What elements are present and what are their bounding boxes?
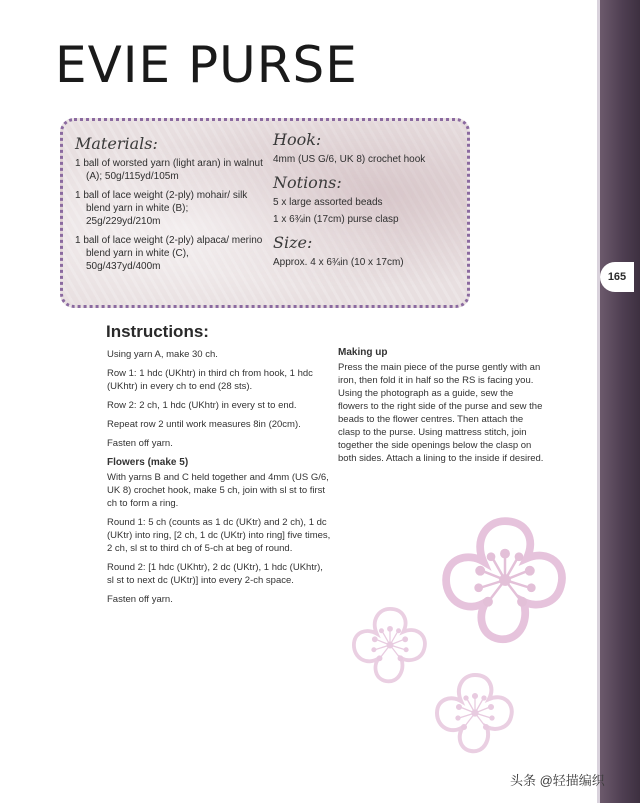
page-title: EVIE PURSE	[55, 36, 358, 94]
flowers-paragraph: Fasten off yarn.	[107, 594, 173, 605]
hook-heading: Hook:	[273, 130, 322, 149]
materials-item: 1 ball of lace weight (2-ply) alpaca/ merino blend yarn in white (C), 50g/437yd/400m	[75, 235, 263, 272]
making-up-column	[338, 346, 546, 471]
flower-large-icon	[446, 521, 562, 639]
instruction-paragraph: Row 2: 2 ch, 1 hdc (UKhtr) in every st to end.	[107, 400, 297, 411]
instruction-paragraph: Repeat row 2 until work measures 8in (20cm).	[107, 419, 301, 430]
page-edge-tab	[600, 0, 640, 803]
materials-box	[60, 118, 470, 308]
size-heading: Size:	[273, 233, 313, 252]
making-up-text: Press the main piece of the purse gently with an iron, then fold it in half so the RS is facing you. Using the photograph as a guide, sew the flowers to the right side of the purse and sew the beads to the flower centres. Then attach the clasp to the purse. Using mattress stitch, join together the side openings below the clasp on both sides. Attach a lining to the inside if desired.	[338, 362, 544, 464]
materials-heading: Materials:	[75, 134, 158, 153]
flowers-paragraph: With yarns B and C held together and 4mm (US G/6, UK 8) crochet hook, make 5 ch, join with sl st to first ch to form a ring.	[107, 472, 329, 509]
instruction-paragraph: Using yarn A, make 30 ch.	[107, 349, 218, 360]
instructions-heading: Instructions:	[106, 322, 209, 341]
flower-bottom-icon	[437, 675, 512, 751]
flower-illustration	[335, 505, 605, 755]
flower-small-icon	[354, 609, 425, 681]
instruction-paragraph: Row 1: 1 hdc (UKhtr) in third ch from hook, 1 hdc (UKhtr) in every ch to end (28 sts).	[107, 368, 313, 392]
materials-column	[75, 135, 265, 279]
notions-item: 5 x large assorted beads	[273, 197, 383, 208]
flowers-heading: Flowers (make 5)	[107, 457, 189, 468]
hook-notions-size-column	[273, 131, 463, 269]
hook-text: 4mm (US G/6, UK 8) crochet hook	[273, 154, 426, 165]
making-up-heading: Making up	[338, 347, 388, 358]
materials-item: 1 ball of lace weight (2-ply) mohair/ silk blend yarn in white (B); 25g/229yd/210m	[75, 190, 248, 227]
flowers-paragraph: Round 1: 5 ch (counts as 1 dc (UKtr) and 2 ch), 1 dc (UKtr) into ring, [2 ch, 1 dc (UKtr) into ring] five times, 2 ch, sl st to third ch of 5-ch at beg of round.	[107, 517, 331, 554]
size-text: Approx. 4 x 6¾in (10 x 17cm)	[273, 257, 404, 268]
instructions-left-column	[107, 348, 332, 612]
materials-item: 1 ball of worsted yarn (light aran) in walnut (A); 50g/115yd/105m	[75, 158, 263, 182]
watermark: 头条 @轻描编织	[510, 773, 605, 788]
page-number: 165	[600, 262, 634, 292]
instruction-paragraph: Fasten off yarn.	[107, 438, 173, 449]
notions-heading: Notions:	[273, 173, 342, 192]
notions-item: 1 x 6¾in (17cm) purse clasp	[273, 214, 399, 225]
flowers-paragraph: Round 2: [1 hdc (UKhtr), 2 dc (UKtr), 1 hdc (UKhtr), sl st to next dc (UKtr)] into every 2-ch space.	[107, 562, 323, 586]
